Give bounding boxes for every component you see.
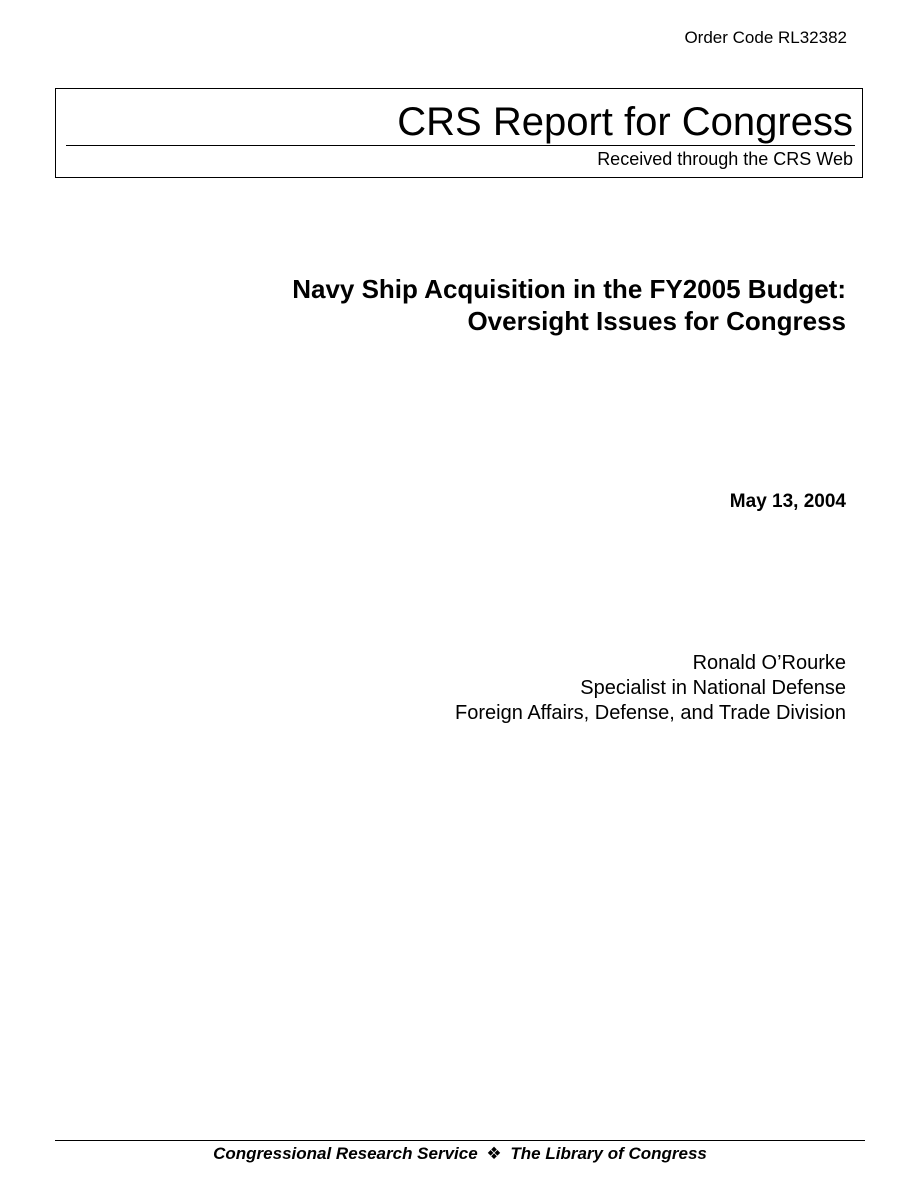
header-subtitle: Received through the CRS Web bbox=[597, 149, 853, 169]
author-division: Foreign Affairs, Defense, and Trade Division bbox=[455, 702, 846, 724]
footer bbox=[0, 1143, 920, 1165]
report-title-line-1: Navy Ship Acquisition in the FY2005 Budget: bbox=[292, 274, 846, 304]
header-title: CRS Report for Congress bbox=[397, 100, 853, 144]
report-header-box bbox=[55, 88, 863, 178]
report-date: May 13, 2004 bbox=[729, 491, 846, 512]
footer-organization: Congressional Research Service bbox=[213, 1144, 478, 1163]
footer-separator-icon: ❖ bbox=[486, 1144, 502, 1163]
report-title-line-2: Oversight Issues for Congress bbox=[467, 306, 846, 336]
author-name: Ronald O’Rourke bbox=[692, 652, 846, 674]
footer-divider bbox=[55, 1140, 865, 1141]
footer-library: The Library of Congress bbox=[510, 1144, 707, 1163]
order-code: Order Code RL32382 bbox=[684, 28, 847, 47]
report-title bbox=[292, 273, 846, 337]
header-divider bbox=[66, 145, 855, 146]
author-position: Specialist in National Defense bbox=[580, 677, 846, 699]
author-block bbox=[455, 651, 846, 726]
